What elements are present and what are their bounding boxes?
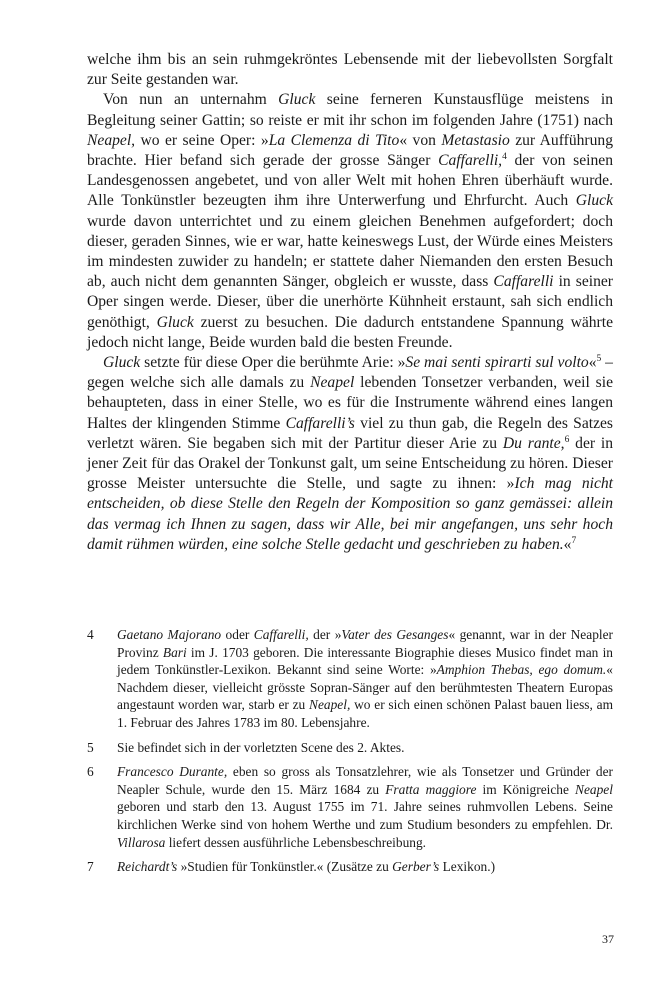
italic-text: Francesco Durante, — [117, 764, 228, 780]
footnote-ref: 4 — [502, 151, 507, 162]
italic-text: Gerber’s — [392, 859, 440, 875]
text-run: wo er seine Oper: » — [135, 131, 269, 149]
italic-text: Du rante, — [502, 434, 565, 452]
italic-text: Reichardt’s — [117, 859, 178, 875]
body-text — [87, 50, 613, 555]
text-run: liefert dessen ausführliche Lebensbeschreibung. — [165, 834, 427, 850]
italic-text: Fratta maggiore — [385, 781, 477, 797]
italic-text: Gluck — [156, 313, 194, 331]
page-number: 37 — [602, 932, 614, 946]
text-run: »Studien für Tonkünstler.« (Zusätze zu — [177, 859, 393, 875]
italic-text: Neapel, — [87, 131, 136, 149]
text-run: im Königreiche — [476, 781, 576, 797]
paragraph-2 — [87, 90, 613, 353]
main-text — [87, 50, 613, 555]
footnote-ref: 5 — [596, 353, 602, 364]
italic-text: Caffarelli’s — [285, 414, 355, 432]
footnotes — [87, 626, 613, 883]
text-run: welche ihm bis an sein ruhmgekröntes Lebensende mit der liebevollsten Sorgfalt zur Seite gestanden war. — [87, 51, 613, 89]
italic-text: Gluck — [103, 354, 141, 372]
italic-text: Caffarelli — [493, 273, 554, 291]
text-run: der » — [308, 627, 342, 642]
italic-text: Gaetano Majorano — [117, 627, 222, 642]
italic-text: Vater des Gesanges — [341, 627, 449, 642]
text-run: wurde davon unterrichtet und zu einem gleichen Benehmen aufgefordert; doch dieser, geraden Sinnes, wie er war, hatte keineswegs Lust, der Würde eines Meisters im mindesten zuwider zu handeln; er stattete daher Niemanden den ersten Besuch ab, auch nicht dem genannten Sänger, obgleich er wusste, dass — [87, 212, 613, 291]
text-run: viel zu thun gab, die Regeln des Satzes verletzt wären. Sie begaben sich mit der Partitur dieser Arie zu — [87, 414, 613, 452]
text-run: lebenden Tonsetzer verbanden, weil sie behaupteten, dass in einer Stelle, wo es für die Instrumente während eines langen Haltes der klingenden Stimme — [87, 374, 614, 432]
text-run: – gegen welche sich alle damals zu — [87, 354, 613, 392]
text-run: geboren und starb den 13. August 1755 im 71. Jahre seines ruhmvollen Lebens. Seine kirchlichen Werke sind von hohem Werthe und zum Studium besonders zu empfehlen. Dr. — [117, 799, 613, 832]
footnote-number: 7 — [87, 859, 94, 875]
text-run: zur Aufführung brachte. Hier befand sich gerade der grosse Sänger — [87, 131, 614, 170]
text-run: oder — [221, 627, 254, 642]
footnote-7 — [87, 858, 613, 876]
italic-text: Caffarelli, — [438, 152, 503, 170]
footnote-text — [117, 739, 613, 757]
italic-text: Neapel — [310, 374, 355, 392]
italic-text: Ich mag nicht entscheiden, ob diese Stelle den Regeln der Komposition so ganz gemässei: allein das vermag ich Ihnen zu sagen, dass wir Alle, bei mir angefangen, uns sehr hoch damit rühmen würden, eine solche Stelle gedacht und geschrieben zu haben. — [87, 475, 613, 553]
footnote-number: 5 — [87, 739, 94, 755]
paragraph-1 — [87, 50, 613, 90]
text-run: eben so gross als Tonsatzlehrer, wie als Tonsetzer und Gründer der Neapler Schule, wurde den 15. März 1684 zu — [117, 764, 613, 797]
italic-text: Gluck — [278, 91, 316, 109]
text-run: im J. 1703 geboren. Die interessante Biographie dieses Musico findet man in jedem Tonkünstler-Lexikon. Bekannt sind seine Worte: » — [117, 644, 613, 678]
footnote-text — [117, 858, 613, 876]
text-run: « Nachdem dieser, vielleicht grösste Sopran-Sänger auf den berühmtesten Theatern Europas angestaunt worden war, starb er zu — [117, 662, 613, 713]
footnote-number: 4 — [87, 627, 94, 642]
italic-text: La Clemenza di Tito — [268, 131, 400, 149]
text-run: « — [563, 535, 572, 553]
footnote-text — [117, 763, 613, 851]
italic-text: Se mai senti spirarti sul volto — [405, 354, 589, 372]
paragraph-3 — [87, 353, 613, 555]
footnote-6 — [87, 763, 613, 851]
text-run: Sie befindet sich in der vorletzten Scene des 2. Aktes. — [117, 739, 405, 755]
footnote-5 — [87, 739, 613, 757]
footnote-number: 6 — [87, 764, 94, 780]
text-run: setzte für diese Oper die berühmte Arie: » — [140, 354, 406, 372]
italic-text: Metastasio — [441, 131, 510, 149]
footnote-text — [117, 626, 613, 732]
text-run: seine ferneren Kunstausflüge meistens in Begleitung seiner Gattin; so reiste er mit ihr schon im folgenden Jahre (1751) nach — [87, 91, 613, 129]
text-run: zuerst zu besuchen. Die dadurch entstandene Spannung währte jedoch nicht lange, Beide wurden bald die besten Freunde. — [87, 313, 614, 351]
text-run: der in jener Zeit für das Orakel der Tonkunst galt, um seine Entscheidung zu hören. Dieser grosse Meister untersuchte die Stelle, und sagte zu ihnen: » — [87, 434, 613, 493]
italic-text: Amphion Thebas, ego domum. — [436, 662, 607, 678]
italic-text: Villarosa — [117, 834, 166, 850]
text-run: in seiner Oper singen werde. Dieser, über die unerhörte Kühnheit erstaunt, sah sich endlich genöthigt, — [87, 273, 613, 331]
footnote-ref: 6 — [564, 434, 570, 445]
text-run: Von nun an unternahm — [103, 91, 279, 109]
italic-text: Gluck — [575, 192, 613, 210]
text-run: « von — [399, 131, 442, 149]
italic-text: Neapel — [575, 781, 613, 797]
text-run: der von seinen Landesgenossen angebetet, und von aller Welt mit hohen Ehren überhäuft wurde. Alle Tonkünstler bezeugten ihm ihre Unterwerfung und Ehrfurcht. Auch — [87, 152, 613, 210]
italic-text: Bari — [162, 644, 187, 660]
text-run: Lexikon.) — [439, 859, 496, 875]
text-run: « — [588, 354, 597, 372]
text-run: wo er sich einen schönen Palast bauen liess, am 1. Februar des Jahres 1783 im 80. Lebensjahre. — [117, 697, 613, 730]
text-run: « genannt, war in der Neapler Provinz — [117, 627, 614, 660]
italic-text: Neapel, — [309, 697, 351, 713]
italic-text: Caffarelli, — [253, 627, 309, 642]
footnote-ref: 7 — [571, 535, 577, 546]
footnote-4 — [87, 626, 613, 732]
